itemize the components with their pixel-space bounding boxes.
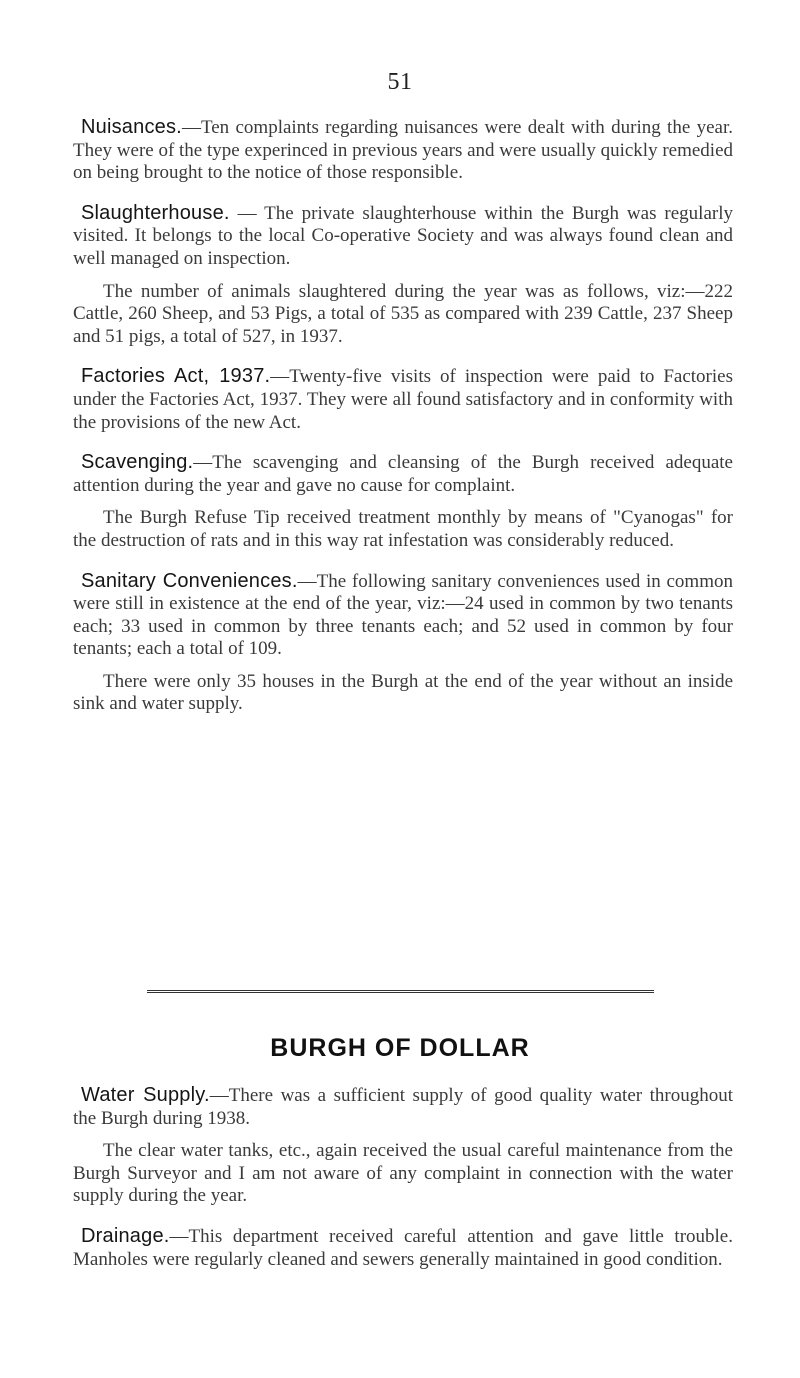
paragraph xyxy=(73,365,733,434)
paragraph xyxy=(73,116,733,185)
dollar-body xyxy=(73,1084,733,1288)
section-water-supply xyxy=(73,1084,733,1208)
section-nuisances xyxy=(73,116,733,185)
paragraph xyxy=(73,1084,733,1130)
paragraph: The clear water tanks, etc., again received the usual careful maintenance from the Burgh Surveyor and I am not aware of any complaint in connection with the water supply during the year. xyxy=(73,1140,733,1207)
section-heading: Factories Act, 1937. xyxy=(81,365,271,388)
section-heading: Nuisances. xyxy=(81,116,182,138)
paragraph xyxy=(73,570,733,661)
section-text: —Ten complaints regarding nuisances were dealt with during the year. They were of the type experinced in previous years and were usually quickly remedied on being brought to the notice of those responsible. xyxy=(73,117,733,184)
paragraph: The number of animals slaughtered during the year was as follows, viz:—222 Cattle, 260 Sheep, and 53 Pigs, a total of 535 as compared with 239 Cattle, 237 Sheep and 51 pigs, a total of 527, in 1937. xyxy=(73,280,733,347)
section-text: —This department received careful attention and gave little trouble. Manholes were regularly cleaned and sewers generally maintained in good condition. xyxy=(73,1225,733,1270)
section-heading: Slaughterhouse. xyxy=(81,201,230,224)
section-heading: Water Supply. xyxy=(81,1084,210,1106)
section-text: —The following sanitary conveniences used in common were still in existence at the end of the year, viz:—24 used in common by two tenants each; 33 used in common by three tenants each; and 52 used in common by four tenants; each a total of 109. xyxy=(73,570,733,660)
main-body xyxy=(73,116,733,733)
burgh-title: BURGH OF DOLLAR xyxy=(270,1034,530,1062)
section-drainage xyxy=(73,1225,733,1271)
section-text: —There was a sufficient supply of good quality water throughout the Burgh during 1938. xyxy=(73,1085,733,1129)
paragraph xyxy=(73,451,733,497)
paragraph xyxy=(73,202,733,271)
paragraph: The Burgh Refuse Tip received treatment monthly by means of "Cyanogas" for the destruction of rats and in this way rat infestation was considerably reduced. xyxy=(73,507,733,551)
section-heading: Drainage. xyxy=(81,1224,170,1247)
section-heading: Sanitary Conveniences. xyxy=(81,569,298,592)
section-text: —Twenty-five visits of inspection were paid to Factories under the Factories Act, 1937. They were all found satisfactory and in conformity with the provisions of the new Act. xyxy=(73,366,733,433)
section-slaughterhouse xyxy=(73,202,733,349)
section-heading: Scavenging. xyxy=(81,451,194,474)
section-factories-act xyxy=(73,365,733,434)
paragraph xyxy=(73,1225,733,1271)
section-text: — The private slaughterhouse within the Burgh was regularly visited. It belongs to the local Co-operative Society and was always found clean and well managed on inspection. xyxy=(73,202,733,269)
section-divider xyxy=(147,990,654,993)
section-text: —The scavenging and cleansing of the Burgh received adequate attention during the year and gave no cause for complaint. xyxy=(73,452,733,496)
section-scavenging xyxy=(73,451,733,552)
section-sanitary-conveniences xyxy=(73,570,733,717)
page-number: 51 xyxy=(387,69,413,95)
paragraph: There were only 35 houses in the Burgh at the end of the year without an inside sink and water supply. xyxy=(73,670,733,715)
